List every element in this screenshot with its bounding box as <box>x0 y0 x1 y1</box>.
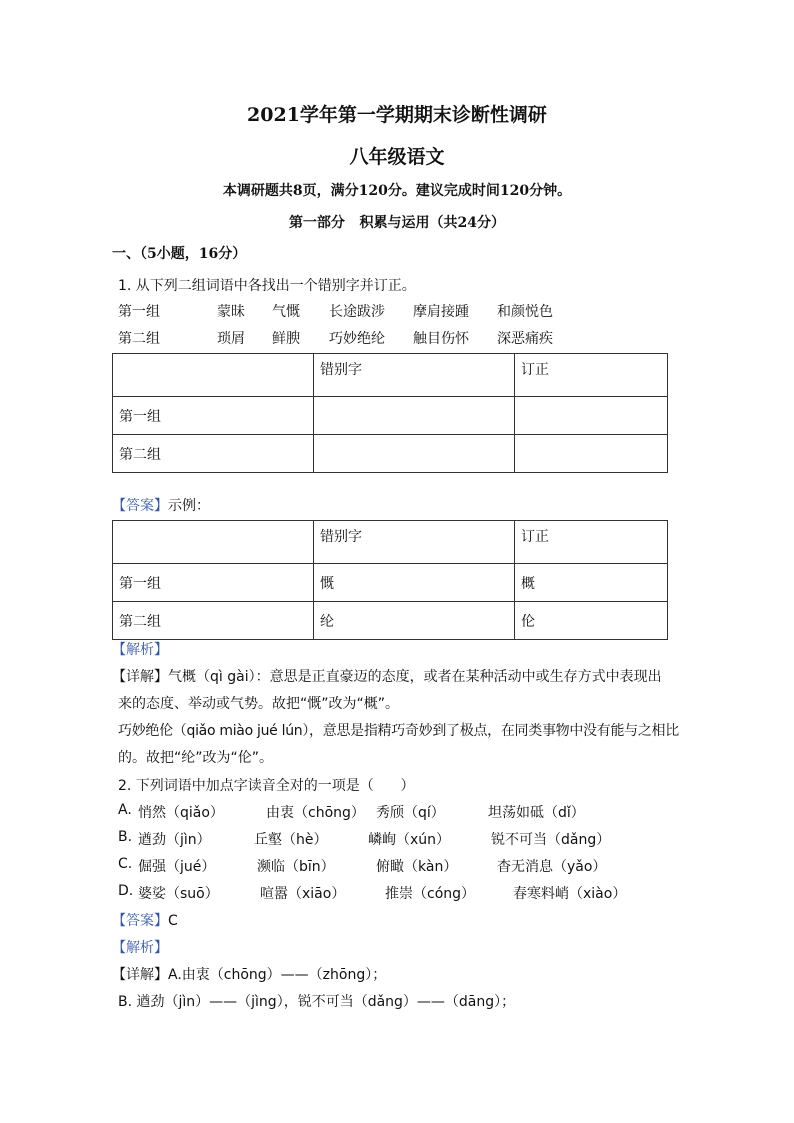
detail-text: A.由衷（chōng）——（zhōng）； <box>168 967 387 983</box>
part-heading: 第一部分 积累与运用（共24分） <box>288 215 506 231</box>
q1-detail-line: 的。故把“纶”改为“伦”。 <box>118 750 274 766</box>
answer-tag: 【答案】 <box>112 913 168 929</box>
word: 触目伤怀 <box>413 331 469 347</box>
detail-text: 气概（qì gài）：意思是正直豪迈的态度，或者在某种活动中或生存方式中表现出 <box>168 669 662 685</box>
q1-answer-line <box>112 495 210 515</box>
word: 长途跋涉 <box>329 304 385 320</box>
option-item: 俯瞰（kàn） <box>376 859 458 875</box>
option-item: 春寒料峭（xiào） <box>513 886 627 902</box>
page-subtitle: 八年级语文 <box>349 146 445 168</box>
option-label: B. <box>118 829 133 845</box>
table-cell: 订正 <box>515 521 668 564</box>
option-item: 濒临（bīn） <box>257 859 335 875</box>
answer-text: C <box>168 913 178 929</box>
detail-tag: 【详解】 <box>112 967 168 983</box>
table-header-row <box>113 521 668 564</box>
option-item: 遒劲（jìn） <box>138 832 211 848</box>
q2-answer-line <box>112 910 178 930</box>
q1-answer-sheet-table <box>112 353 668 473</box>
table-row <box>113 397 668 435</box>
table-cell: 订正 <box>515 354 668 397</box>
option-label: D. <box>118 883 134 899</box>
option-item: 婆娑（suō） <box>138 886 219 902</box>
table-cell: 第二组 <box>113 435 314 473</box>
table-cell: 第一组 <box>113 564 314 602</box>
table-cell: 错别字 <box>314 521 515 564</box>
q1-detail-line: 巧妙绝伦（qiǎo miào jué lún），意思是指精巧奇妙到了极点，在同类事物中没有能与之相比 <box>118 723 679 739</box>
table-cell: 纶 <box>314 602 515 640</box>
word: 蒙昧 <box>217 304 245 320</box>
group-label: 第一组 <box>118 304 160 320</box>
q1-group1-row <box>0 301 794 321</box>
table-cell <box>515 435 668 473</box>
q2-option-a <box>0 802 794 822</box>
table-cell: 第一组 <box>113 397 314 435</box>
group-label: 第二组 <box>118 331 160 347</box>
q2-analysis-tag: 【解析】 <box>112 940 168 956</box>
word: 鲜腴 <box>272 331 300 347</box>
q2-option-d <box>0 883 794 903</box>
table-cell: 概 <box>515 564 668 602</box>
table-row <box>113 435 668 473</box>
table-cell: 伦 <box>515 602 668 640</box>
q1-group2-row <box>0 328 794 348</box>
answer-text: 示例： <box>168 498 210 514</box>
table-row <box>113 602 668 640</box>
word: 深恶痛疾 <box>497 331 553 347</box>
option-item: 杳无消息（yǎo） <box>497 859 607 875</box>
option-item: 锐不可当（dǎng） <box>491 832 611 848</box>
option-label: C. <box>118 856 133 872</box>
q1-analysis-tag: 【解析】 <box>112 642 168 658</box>
q2-detail-line: B. 遒劲（jìn）——（jìng），锐不可当（dǎng）——（dāng）； <box>118 994 516 1010</box>
q2-stem: 2. 下列词语中加点字读音全对的一项是（ ） <box>118 778 415 794</box>
table-row <box>113 564 668 602</box>
detail-tag: 【详解】 <box>112 669 168 685</box>
q1-stem: 1. 从下列二组词语中各找出一个错别字并订正。 <box>118 278 416 294</box>
section-heading: 一、（5小题，16分） <box>112 246 247 262</box>
option-item: 由衷（chōng） <box>266 805 365 821</box>
q1-answer-table <box>112 520 668 640</box>
table-cell: 第二组 <box>113 602 314 640</box>
word: 琐屑 <box>217 331 245 347</box>
q1-detail-line: 来的态度、举动或气势。故把“慨”改为“概”。 <box>118 696 400 712</box>
option-item: 秀颀（qí） <box>376 805 445 821</box>
exam-notice: 本调研题共8页，满分120分。建议完成时间120分钟。 <box>222 183 572 199</box>
q1-detail-line <box>112 666 662 686</box>
option-item: 丘壑（hè） <box>254 832 328 848</box>
option-item: 喧嚣（xiāo） <box>260 886 346 902</box>
option-item: 悄然（qiǎo） <box>138 805 224 821</box>
table-cell <box>113 521 314 564</box>
q2-option-c <box>0 856 794 876</box>
table-header-row <box>113 354 668 397</box>
word: 气慨 <box>272 304 300 320</box>
word: 巧妙绝纶 <box>329 331 385 347</box>
table-cell <box>113 354 314 397</box>
table-cell <box>515 397 668 435</box>
word: 摩肩接踵 <box>413 304 469 320</box>
answer-tag: 【答案】 <box>112 498 168 514</box>
table-cell: 慨 <box>314 564 515 602</box>
option-item: 坦荡如砥（dǐ） <box>488 805 585 821</box>
option-item: 嶙峋（xún） <box>368 832 451 848</box>
table-cell: 错别字 <box>314 354 515 397</box>
table-cell <box>314 397 515 435</box>
option-label: A. <box>118 802 132 818</box>
option-item: 倔强（jué） <box>138 859 216 875</box>
q2-detail-line <box>112 964 386 984</box>
option-item: 推崇（cóng） <box>385 886 476 902</box>
table-cell <box>314 435 515 473</box>
word: 和颜悦色 <box>497 304 553 320</box>
page-title: 2021学年第一学期期末诊断性调研 <box>247 104 547 126</box>
q2-option-b <box>0 829 794 849</box>
